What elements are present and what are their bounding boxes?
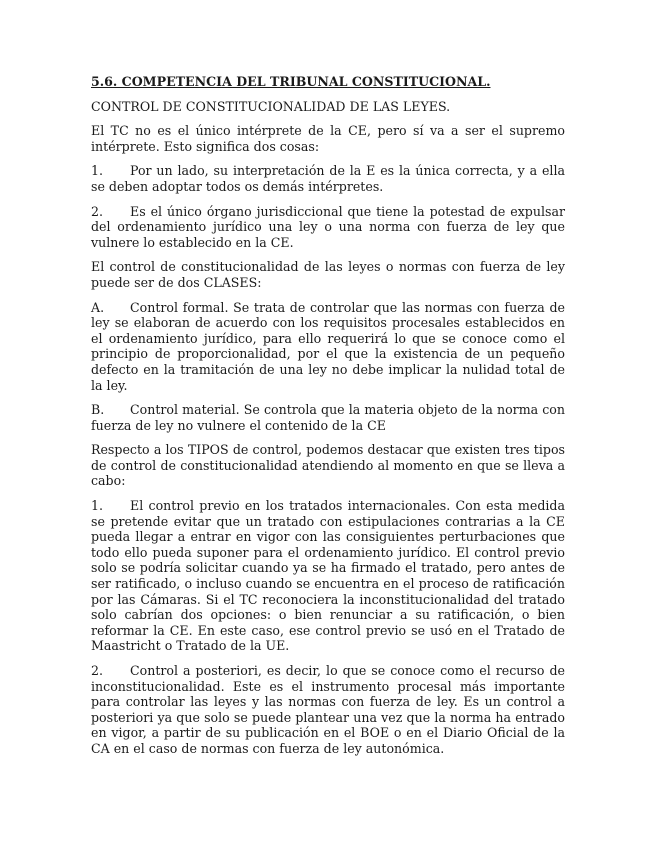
- list-item: [91, 163, 565, 194]
- section-heading: 5.6. COMPETENCIA DEL TRIBUNAL CONSTITUCIONAL.: [91, 74, 491, 89]
- types-intro-paragraph: Respecto a los TIPOS de control, podemos destacar que existen tres tipos de control de constitucionalidad atendiendo al momento en que se lleva a cabo:: [91, 442, 565, 489]
- section-subheading: CONTROL DE CONSTITUCIONALIDAD DE LAS LEYES.: [91, 98, 451, 114]
- list-item-text: Control formal. Se trata de controlar que las normas con fuerza de ley se elaboran de acuerdo con los requisitos procesales establecidos en el ordenamiento jurídico, para ello requerirá lo que se conoce como el principio de proporcionalidad, por el que la existencia de un pequeño defecto en la tramitación de una ley no debe implicar la nulidad total de la ley.: [91, 299, 565, 393]
- list-marker: 1.: [91, 163, 104, 179]
- list-item: [91, 663, 565, 757]
- list-marker: B.: [91, 402, 105, 418]
- list-item-text: Control a posteriori, es decir, lo que se conoce como el recurso de inconstitucionalidad. Este es el instrumento procesal más importante para controlar las leyes y las normas con fuerza de ley. Es un control a posteriori ya que solo se puede plantear una vez que la norma ha entrado en vigor, a partir de su publicación en el BOE o en el Diario Oficial de la CA en el caso de normas con fuerza de ley autonómica.: [91, 663, 565, 756]
- list-item-text: Por un lado, su interpretación de la E es la única correcta, y a ella se deben adoptar todos os demás intérpretes.: [91, 163, 565, 194]
- document-page: [91, 74, 565, 766]
- list-marker: 2.: [91, 663, 104, 678]
- list-item: [91, 300, 565, 394]
- list-item-text: El control previo en los tratados internacionales. Con esta medida se pretende evitar que un tratado con estipulaciones contrarias a la CE pueda llegar a entrar en vigor con las consiguientes perturbaciones que todo ello pueda suponer para el ordenamiento jurídico. El control previo solo se podría solicitar cuando ya se ha firmado el tratado, pero antes de ser ratificado, o incluso cuando se encuentra en el proceso de ratificación por las Cámaras. Si el TC reconociera la inconstitucionalidad del tratado solo cabrían dos opciones: o bien renunciar a su ratificación, o bien reformar la CE. En este caso, ese control previo se usó en el Tratado de Maastricht o Tratado de la UE.: [91, 498, 565, 654]
- list-marker: 2.: [91, 203, 104, 219]
- intro-paragraph: El TC no es el único intérprete de la CE, pero sí va a ser el supremo intérprete. Esto significa dos cosas:: [91, 123, 565, 154]
- list-item-text: Es el único órgano jurisdiccional que tiene la potestad de expulsar del ordenamiento jurídico una ley o una norma con fuerza de ley que vulnere lo establecido en la CE.: [91, 203, 565, 250]
- list-item-text: Control material. Se controla que la materia objeto de la norma con fuerza de ley no vulnere el contenido de la CE: [91, 402, 565, 433]
- classes-intro-paragraph: El control de constitucionalidad de las leyes o normas con fuerza de ley puede ser de dos CLASES:: [91, 259, 565, 290]
- list-marker: A.: [91, 299, 105, 315]
- list-item: [91, 402, 565, 433]
- list-item: [91, 204, 565, 251]
- list-item: [91, 498, 565, 654]
- list-marker: 1.: [91, 498, 104, 514]
